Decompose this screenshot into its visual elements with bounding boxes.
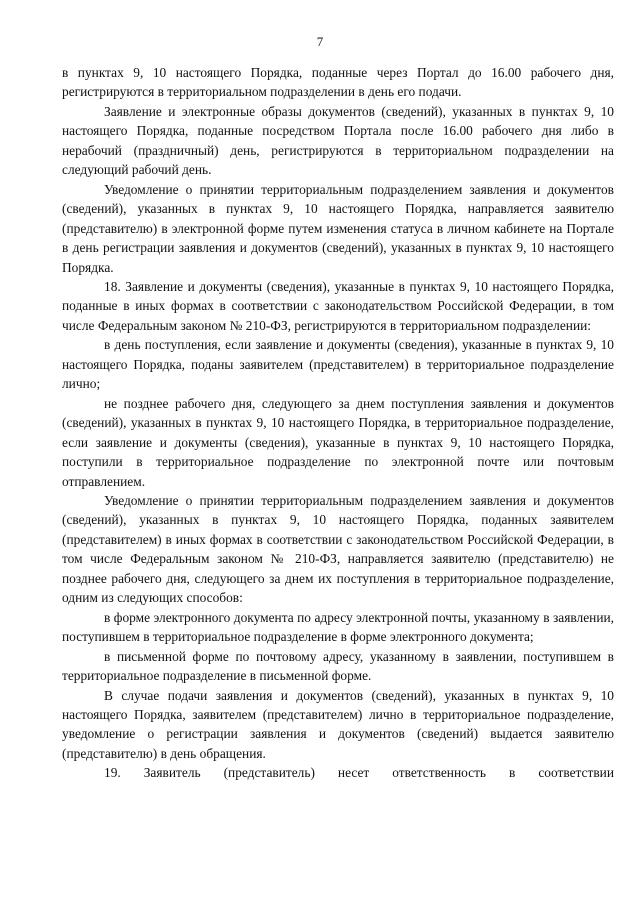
paragraph-item-18: 18. Заявление и документы (сведения), указанные в пунктах 9, 10 настоящего Порядка, поданные в иных формах в соответствии с законодательством Российской Федерации, в том числе Федеральным законом № 210-ФЗ, регистрируются в территориальном подразделении: — [62, 278, 614, 333]
paragraph: в день поступления, если заявление и документы (сведения), указанные в пунктах 9, 10 настоящего Порядка, поданы заявителем (представителем) в территориальное подразделение лично; — [62, 337, 614, 392]
paragraph: в письменной форме по почтовому адресу, указанному в заявлении, поступившем в территориальное подразделение в письменной форме. — [62, 648, 614, 684]
document-body — [62, 63, 614, 783]
paragraph: Уведомление о принятии территориальным подразделением заявления и документов (сведений), указанных в пунктах 9, 10 настоящего Порядка, направляется заявителю (представителю) в электронной форме путем изменения статуса в личном кабинете на Портале в день регистрации заявления и документов (сведений), указанных в пунктах 9, 10 настоящего Порядка. — [62, 181, 614, 275]
paragraph: В случае подачи заявления и документов (сведений), указанных в пунктах 9, 10 настоящего Порядка, заявителем (представителем) лично в территориальное подразделение, уведомление о регистрации заявления и документов (сведений) выдается заявителю (представителю) в день обращения. — [62, 687, 614, 761]
page-number: 7 — [316, 34, 324, 49]
paragraph: не позднее рабочего дня, следующего за днем поступления заявления и документов (сведений), указанных в пунктах 9, 10 настоящего Порядка, в территориальное подразделение, если заявление и документы (сведения), указанные в пунктах 9, 10 настоящего Порядка, поступили в территориальное подразделение по электронной почте или почтовым отправлением. — [62, 395, 614, 489]
paragraph: Заявление и электронные образы документов (сведений), указанных в пунктах 9, 10 настоящего Порядка, поданные посредством Портала после 16.00 рабочего дня либо в нерабочий (праздничный) день, регистрируются в территориальном подразделении на следующий рабочий день. — [62, 103, 614, 178]
paragraph-item-19: 19. Заявитель (представитель) несет ответственность в соответствии — [104, 765, 614, 781]
paragraph-continuation: в пунктах 9, 10 настоящего Порядка, поданные через Портал до 16.00 рабочего дня, регистрируются в территориальном подразделении в день его подачи. — [62, 65, 614, 100]
paragraph: Уведомление о принятии территориальным подразделением заявления и документов (сведений), указанных в пунктах 9, 10 настоящего Порядка, поданных заявителем (представителем) в иных формах в соответствии с законодательством Российской Федерации, в том числе Федеральным законом № 210-ФЗ, направляется заявителю (представителю) не позднее рабочего дня, следующего за днем их поступления в территориальное подразделение, одним из следующих способов: — [62, 492, 614, 606]
paragraph: в форме электронного документа по адресу электронной почты, указанному в заявлении, поступившем в территориальное подразделение в форме электронного документа; — [62, 609, 614, 645]
